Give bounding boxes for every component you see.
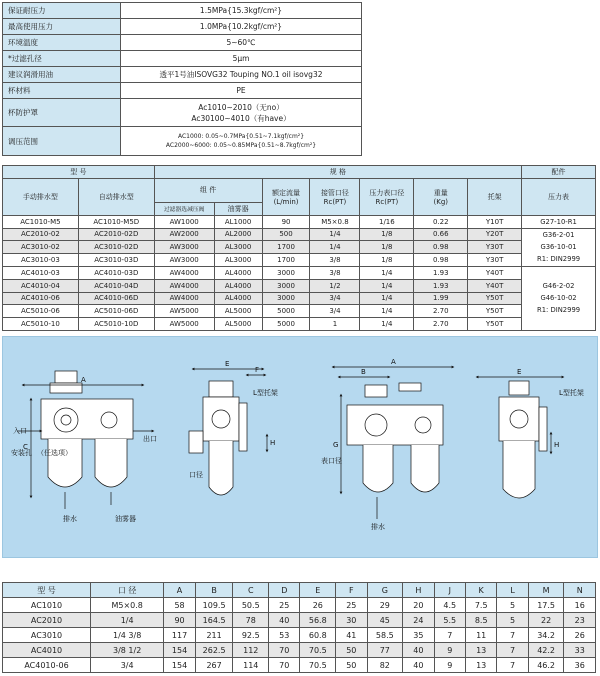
dimension-cell: 211 <box>195 628 233 643</box>
dimension-cell: 13 <box>465 658 496 673</box>
dimension-cell: AC1010 <box>3 598 91 613</box>
header-bracket: 托架 <box>468 178 522 215</box>
dimension-cell: 45 <box>367 613 403 628</box>
spec-label: 调压范围 <box>3 127 121 156</box>
accessory-gauge: G27-10-R1 <box>540 217 577 226</box>
model-row <box>3 215 596 228</box>
model-cell-gauge: 1/8 <box>360 241 414 254</box>
spec-label: 建议润滑用油 <box>3 67 121 83</box>
dimension-cell: AC4010-06 <box>3 658 91 673</box>
dimension-cell: 70 <box>269 658 300 673</box>
dimension-row <box>3 643 596 658</box>
dimension-cell: 7.5 <box>465 598 496 613</box>
dim-letter-a: A <box>81 376 86 384</box>
dimension-cell: 50.5 <box>233 598 269 613</box>
dimension-cell: 267 <box>195 658 233 673</box>
model-cell-port: 3/8 <box>310 266 360 279</box>
model-cell-lub: AL5000 <box>214 318 262 331</box>
model-cell-port: 3/4 <box>310 305 360 318</box>
dimension-cell: 154 <box>164 643 195 658</box>
model-cell-auto: AC2010-02D <box>78 228 154 241</box>
header-lubricator: 油雾器 <box>214 202 262 215</box>
dimension-cell: 117 <box>164 628 195 643</box>
model-cell-gauge: 1/4 <box>360 266 414 279</box>
dimension-header: K <box>465 583 496 598</box>
model-cell-flow: 500 <box>262 228 310 241</box>
model-cell-weight: 2.70 <box>414 318 468 331</box>
label-mount: 安装孔 <box>11 449 32 457</box>
model-cell-lub: AL2000 <box>214 228 262 241</box>
header-gauge-port <box>360 178 414 215</box>
model-cell-filter: AW5000 <box>154 305 214 318</box>
dimension-header: L <box>497 583 528 598</box>
dimension-cell: 13 <box>465 643 496 658</box>
dimension-header: J <box>434 583 465 598</box>
spec-label: 杯防护罩 <box>3 99 121 127</box>
model-cell-weight: 0.22 <box>414 215 468 228</box>
dimension-header: N <box>564 583 596 598</box>
dimension-cell: 7 <box>497 658 528 673</box>
dimension-cell: 9 <box>434 643 465 658</box>
header-port <box>310 178 360 215</box>
model-row <box>3 266 596 279</box>
spec-label: 环境温度 <box>3 35 121 51</box>
dimension-header: C <box>233 583 269 598</box>
model-cell-flow: 1700 <box>262 254 310 267</box>
accessory-gauge: G46-2-02 <box>542 282 575 291</box>
dimension-cell: 5.5 <box>434 613 465 628</box>
model-cell-gauge: 1/16 <box>360 215 414 228</box>
model-cell-flow: 1700 <box>262 241 310 254</box>
dimension-cell: 7 <box>497 643 528 658</box>
dimension-cell: 40 <box>403 643 434 658</box>
model-cell-manual: AC2010-02 <box>3 228 79 241</box>
dimension-cell: 77 <box>367 643 403 658</box>
spec-value: PE <box>121 83 362 99</box>
model-row <box>3 228 596 241</box>
label-inlet: 入口 <box>13 427 27 435</box>
model-cell-weight: 1.99 <box>414 292 468 305</box>
model-cell-filter: AW2000 <box>154 228 214 241</box>
header-spec: 规 格 <box>154 166 521 179</box>
dimension-header: 口 径 <box>91 583 164 598</box>
dimension-cell: 50 <box>336 643 367 658</box>
spec-label: *过滤孔径 <box>3 51 121 67</box>
model-cell-auto: AC5010-10D <box>78 318 154 331</box>
dimension-cell: 20 <box>403 598 434 613</box>
spec-label: 最高使用压力 <box>3 19 121 35</box>
label-drain: 排水 <box>63 515 77 523</box>
dimension-cell: 58 <box>164 598 195 613</box>
model-cell-lub: AL5000 <box>214 305 262 318</box>
dimension-cell: 7 <box>434 628 465 643</box>
dimension-header: E <box>300 583 336 598</box>
dim-letter-g: G <box>333 441 339 449</box>
accessory-gauge: G36-10-01 <box>540 243 577 252</box>
spec-label: 杯材料 <box>3 83 121 99</box>
header-filter-regulator: 过滤器选减压阀 <box>154 202 214 215</box>
header-weight-label: 重量 <box>433 188 448 197</box>
model-cell-manual: AC4010-04 <box>3 279 79 292</box>
spec-value-line: Ac30100~4010（有have） <box>191 113 291 123</box>
dimension-cell: 26 <box>564 628 596 643</box>
dimension-rows <box>3 598 596 673</box>
dimension-cell: 9 <box>434 658 465 673</box>
model-cell-manual: AC3010-03 <box>3 254 79 267</box>
dimension-cell: 22 <box>528 613 564 628</box>
model-cell-bracket: Y50T <box>468 318 522 331</box>
model-cell-filter: AW1000 <box>154 215 214 228</box>
dimension-cell: 58.5 <box>367 628 403 643</box>
model-cell-bracket: Y10T <box>468 215 522 228</box>
model-cell-lub: AL3000 <box>214 241 262 254</box>
dimension-cell: 1/4 3/8 <box>91 628 164 643</box>
header-gauge-port-label: 压力表口径 <box>369 188 405 197</box>
dimension-cell: 1/4 <box>91 613 164 628</box>
model-cell-flow: 3000 <box>262 266 310 279</box>
spec-value: 1.5MPa{15.3kgf/cm²} <box>121 3 362 19</box>
model-row <box>3 318 596 331</box>
dimension-cell: 70.5 <box>300 643 336 658</box>
model-cell-auto: AC3010-02D <box>78 241 154 254</box>
model-row <box>3 292 596 305</box>
dimension-cell: 3/4 <box>91 658 164 673</box>
model-cell-bracket: Y50T <box>468 305 522 318</box>
label-port: 口径 <box>189 471 203 479</box>
dimension-cell: 11 <box>465 628 496 643</box>
dimension-header: D <box>269 583 300 598</box>
dimension-cell: 40 <box>403 658 434 673</box>
dim-letter-h: H <box>270 439 276 447</box>
model-cell-manual: AC4010-03 <box>3 266 79 279</box>
header-gauge-port-unit: Rc(PT) <box>375 197 399 206</box>
model-cell-manual: AC1010-M5 <box>3 215 79 228</box>
dimension-cell: 164.5 <box>195 613 233 628</box>
model-cell-manual: AC5010-10 <box>3 318 79 331</box>
spec-value-line: AC1000: 0.05~0.7MPa{0.51~7.1kgf/cm²} <box>177 133 305 140</box>
model-cell-manual: AC5010-06 <box>3 305 79 318</box>
dimension-cell: 112 <box>233 643 269 658</box>
header-manual-drain: 手动排水型 <box>3 178 79 215</box>
spec-value: 5μm <box>121 51 362 67</box>
dimension-cell: 114 <box>233 658 269 673</box>
dimension-header: G <box>367 583 403 598</box>
dimension-cell: 53 <box>269 628 300 643</box>
dimension-cell: 7 <box>497 628 528 643</box>
header-port-unit: Rc(PT) <box>323 197 347 206</box>
dimension-cell: AC2010 <box>3 613 91 628</box>
label-bracket: L型托架 <box>253 389 278 397</box>
model-cell-lub: AL1000 <box>214 215 262 228</box>
dimension-cell: 154 <box>164 658 195 673</box>
model-cell-filter: AW4000 <box>154 292 214 305</box>
dim-letter-h-2: H <box>554 441 560 449</box>
header-pressure-gauge: 压力表 <box>522 178 596 215</box>
dimension-cell: 35 <box>403 628 434 643</box>
model-cell-bracket: Y20T <box>468 228 522 241</box>
dimension-cell: 36 <box>564 658 596 673</box>
dim-letter-b: B <box>361 368 366 376</box>
dimension-cell: 46.2 <box>528 658 564 673</box>
dimension-cell: 26 <box>300 598 336 613</box>
dimension-cell: 17.5 <box>528 598 564 613</box>
spec-value: 5~60℃ <box>121 35 362 51</box>
model-cell-weight: 1.93 <box>414 266 468 279</box>
model-cell-filter: AW3000 <box>154 241 214 254</box>
dimension-header: M <box>528 583 564 598</box>
model-row <box>3 241 596 254</box>
model-cell-weight: 0.98 <box>414 254 468 267</box>
model-cell-port: M5×0.8 <box>310 215 360 228</box>
model-cell-weight: 0.66 <box>414 228 468 241</box>
header-weight-unit: (Kg) <box>433 197 448 206</box>
dimension-row <box>3 628 596 643</box>
dimension-row <box>3 658 596 673</box>
model-row <box>3 254 596 267</box>
dimension-header-row <box>3 583 596 598</box>
dimension-cell: 109.5 <box>195 598 233 613</box>
accessory-gauge-cell <box>522 228 596 266</box>
model-cell-manual: AC4010-06 <box>3 292 79 305</box>
dimension-cell: M5×0.8 <box>91 598 164 613</box>
model-cell-auto: AC4010-03D <box>78 266 154 279</box>
dimension-cell: 42.2 <box>528 643 564 658</box>
accessory-gauge: G46-10-02 <box>540 294 577 303</box>
dimension-row <box>3 598 596 613</box>
model-cell-port: 1/4 <box>310 228 360 241</box>
dimension-cell: 60.8 <box>300 628 336 643</box>
model-rows <box>3 215 596 330</box>
dimension-cell: 56.8 <box>300 613 336 628</box>
accessory-gauge-cell <box>522 215 596 228</box>
dimension-cell: 40 <box>269 613 300 628</box>
spec-value <box>121 99 362 127</box>
header-accessories: 配件 <box>522 166 596 179</box>
model-cell-gauge: 1/4 <box>360 279 414 292</box>
label-lubricator: 油雾器 <box>115 515 136 523</box>
model-cell-weight: 2.70 <box>414 305 468 318</box>
dimension-cell: 78 <box>233 613 269 628</box>
dimension-cell: 50 <box>336 658 367 673</box>
dimension-header: H <box>403 583 434 598</box>
dim-letter-c: C <box>23 443 28 451</box>
header-model: 型 号 <box>3 166 155 179</box>
model-cell-auto: AC5010-06D <box>78 305 154 318</box>
model-cell-gauge: 1/8 <box>360 228 414 241</box>
dim-letter-e: E <box>225 360 230 368</box>
model-cell-flow: 3000 <box>262 279 310 292</box>
model-cell-flow: 3000 <box>262 292 310 305</box>
dimension-cell: 5 <box>497 598 528 613</box>
unit-combo-set <box>333 367 453 519</box>
dimension-cell: 23 <box>564 613 596 628</box>
dim-letter-f: F <box>255 366 260 374</box>
dimension-cell: 70 <box>269 643 300 658</box>
model-cell-bracket: Y30T <box>468 254 522 267</box>
model-cell-manual: AC3010-02 <box>3 241 79 254</box>
model-cell-auto: AC1010-M5D <box>78 215 154 228</box>
dimension-row <box>3 613 596 628</box>
spec-value <box>121 127 362 156</box>
label-option: （任选项） <box>37 449 72 457</box>
label-bracket-2: L型托架 <box>559 389 584 397</box>
model-cell-bracket: Y50T <box>468 292 522 305</box>
header-flow-label: 额定流量 <box>272 188 301 197</box>
dimension-cell: 33 <box>564 643 596 658</box>
model-cell-filter: AW3000 <box>154 254 214 267</box>
dimension-cell: 25 <box>269 598 300 613</box>
model-cell-gauge: 1/8 <box>360 254 414 267</box>
unit-lubricator-side <box>477 377 563 498</box>
label-drain-2: 排水 <box>371 523 385 531</box>
model-cell-bracket: Y40T <box>468 279 522 292</box>
model-table <box>2 165 596 331</box>
model-cell-filter: AW4000 <box>154 266 214 279</box>
dimension-cell: 90 <box>164 613 195 628</box>
dimension-header: A <box>164 583 195 598</box>
model-cell-auto: AC4010-04D <box>78 279 154 292</box>
spec-value-line: AC2000~6000: 0.05~0.85MPa{0.51~8.7kgf/cm²} <box>165 142 317 149</box>
model-cell-weight: 0.98 <box>414 241 468 254</box>
accessory-gauge-cell <box>522 266 596 330</box>
model-cell-auto: AC4010-06D <box>78 292 154 305</box>
model-cell-flow: 90 <box>262 215 310 228</box>
dimension-cell: 24 <box>403 613 434 628</box>
dimension-cell: 82 <box>367 658 403 673</box>
label-gauge-port: 表口径 <box>321 457 342 465</box>
header-port-label: 接管口径 <box>320 188 349 197</box>
dimension-cell: 3/8 1/2 <box>91 643 164 658</box>
dimension-cell: AC4010 <box>3 643 91 658</box>
model-cell-gauge: 1/4 <box>360 305 414 318</box>
model-cell-filter: AW4000 <box>154 279 214 292</box>
dimension-header: B <box>195 583 233 598</box>
dimension-cell: 34.2 <box>528 628 564 643</box>
model-cell-auto: AC3010-03D <box>78 254 154 267</box>
model-cell-filter: AW5000 <box>154 318 214 331</box>
dimension-table <box>2 582 596 673</box>
header-auto-drain: 自动排水型 <box>78 178 154 215</box>
dimension-cell: 70.5 <box>300 658 336 673</box>
dimension-cell: 4.5 <box>434 598 465 613</box>
dimension-header: F <box>336 583 367 598</box>
unit-combo-front <box>17 371 153 509</box>
model-cell-port: 1 <box>310 318 360 331</box>
dimension-cell: 29 <box>367 598 403 613</box>
header-components: 组 件 <box>154 178 262 202</box>
model-row <box>3 279 596 292</box>
dimension-cell: 41 <box>336 628 367 643</box>
header-flow <box>262 178 310 215</box>
dimension-cell: 262.5 <box>195 643 233 658</box>
drawing-svg <box>3 337 597 557</box>
model-cell-gauge: 1/4 <box>360 292 414 305</box>
dim-letter-e-2: E <box>517 368 522 376</box>
model-cell-flow: 5000 <box>262 318 310 331</box>
accessory-gauge: G36-2-01 <box>542 231 575 240</box>
model-cell-gauge: 1/4 <box>360 318 414 331</box>
dimension-cell: AC3010 <box>3 628 91 643</box>
model-cell-lub: AL4000 <box>214 279 262 292</box>
model-cell-port: 1/4 <box>310 241 360 254</box>
spec-value-line: Ac1010~2010（无no） <box>198 102 284 112</box>
header-flow-unit: (L/min) <box>273 197 299 206</box>
model-cell-bracket: Y40T <box>468 266 522 279</box>
label-outlet: 出口 <box>143 435 157 443</box>
spec-label: 保证耐压力 <box>3 3 121 19</box>
dim-letter-a-2: A <box>391 358 396 366</box>
dimension-drawing <box>2 336 598 558</box>
model-cell-lub: AL3000 <box>214 254 262 267</box>
model-cell-weight: 1.93 <box>414 279 468 292</box>
dimension-cell: 16 <box>564 598 596 613</box>
spec-table <box>2 2 362 156</box>
accessory-gauge: R1: DIN2999 <box>536 306 581 315</box>
dimension-cell: 30 <box>336 613 367 628</box>
model-row <box>3 305 596 318</box>
model-cell-lub: AL4000 <box>214 292 262 305</box>
model-cell-port: 3/8 <box>310 254 360 267</box>
accessory-gauge: R1: DIN2999 <box>536 255 581 264</box>
spec-value: 1.0MPa{10.2kgf/cm²} <box>121 19 362 35</box>
spec-value: 透平1号油ISOVG32 Touping NO.1 oil isovg32 <box>121 67 362 83</box>
model-cell-lub: AL4000 <box>214 266 262 279</box>
model-cell-port: 1/2 <box>310 279 360 292</box>
dimension-header: 型 号 <box>3 583 91 598</box>
dimension-cell: 92.5 <box>233 628 269 643</box>
model-cell-flow: 5000 <box>262 305 310 318</box>
dimension-cell: 8.5 <box>465 613 496 628</box>
model-cell-port: 3/4 <box>310 292 360 305</box>
dimension-cell: 5 <box>497 613 528 628</box>
dimension-cell: 25 <box>336 598 367 613</box>
model-cell-bracket: Y30T <box>468 241 522 254</box>
header-weight <box>414 178 468 215</box>
